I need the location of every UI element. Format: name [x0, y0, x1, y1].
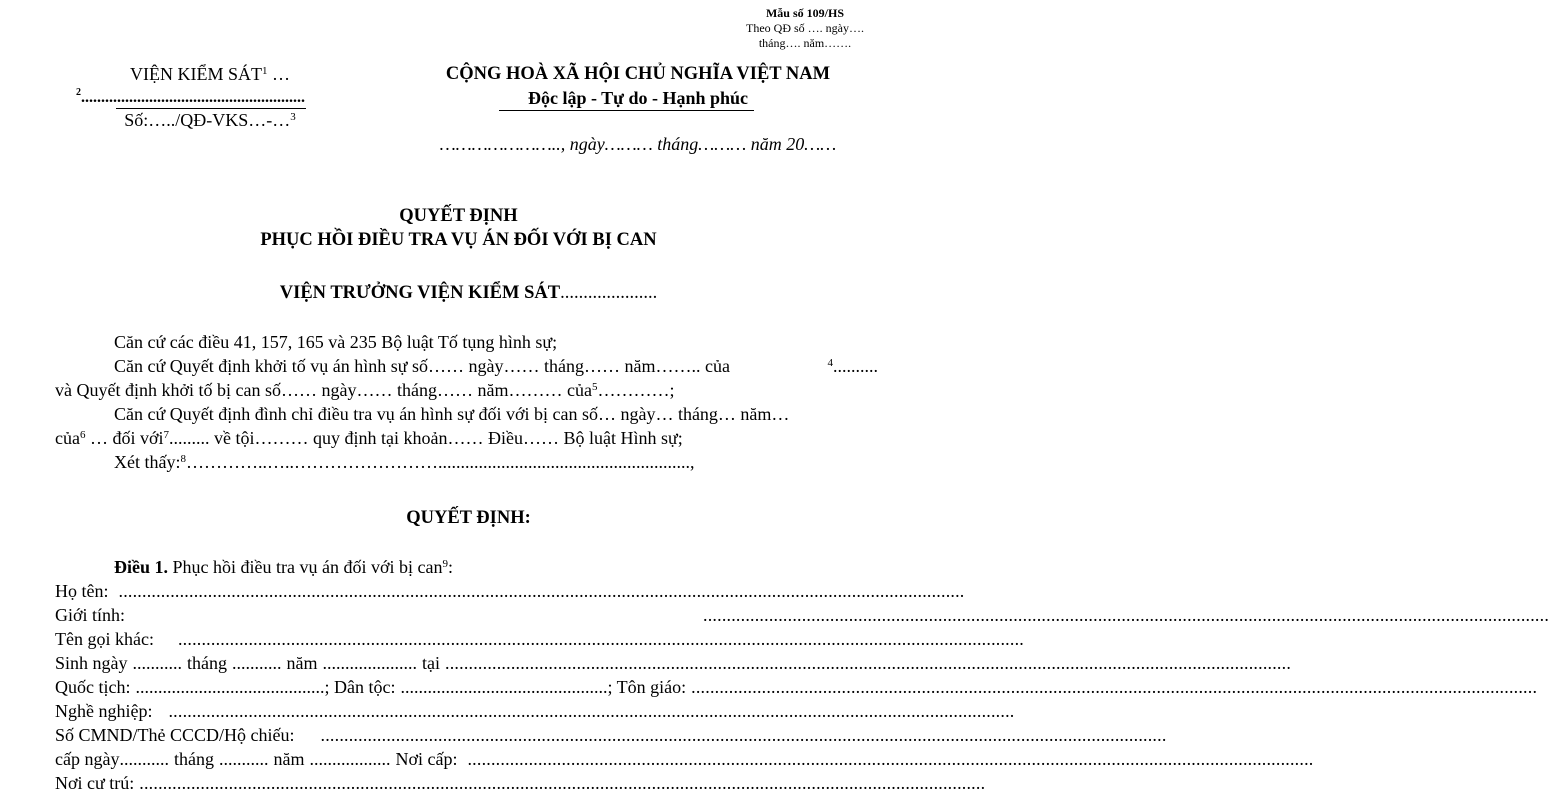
article-1-colon: :	[447, 557, 453, 577]
basis-2-end: …………;	[597, 380, 675, 400]
form-ref-line-2: tháng…. năm…….	[758, 36, 852, 50]
place-date-line: ………………….., ngày……… tháng……… năm 20……	[439, 134, 837, 154]
footnote-ref-4: 4	[827, 357, 833, 369]
header-divider-right	[499, 110, 754, 111]
basis-paragraph-1: Căn cứ các điều 41, 157, 165 và 235 Bộ luật Tố tụng hình sự;	[114, 332, 558, 352]
occupation-label: Nghề nghiệp:	[55, 701, 153, 721]
footnote-ref-6: 6	[79, 429, 86, 441]
basis-2-dots: ..........	[833, 356, 878, 376]
basis-paragraph-2-line-2	[55, 380, 674, 401]
basis-paragraph-3-line-2	[55, 428, 683, 449]
field-birth	[55, 653, 1292, 677]
agency-label: VIỆN KIỂM SÁT	[130, 64, 262, 84]
issue-day-blank[interactable]: ...........	[119, 749, 169, 769]
alias-blank[interactable]: ....................................................................................................................................................................................	[177, 629, 1024, 649]
birth-place-blank[interactable]: ....................................................................................................................................................................................	[445, 653, 1292, 673]
basis-3-text: ......... về tội……… quy định tại khoản…… Điều…… Bộ luật Hình sự;	[169, 428, 683, 448]
form-ref-line-1: Theo QĐ số …. ngày….	[746, 21, 864, 35]
nation-title: CỘNG HOÀ XÃ HỘI CHỦ NGHĨA VIỆT NAM	[445, 64, 831, 84]
field-occupation	[55, 701, 1015, 725]
religion-label: ; Tôn giáo:	[607, 677, 687, 697]
footnote-ref-7: 7	[163, 429, 170, 441]
id-number-label: Số CMND/Thẻ CCCD/Hộ chiếu:	[55, 725, 295, 745]
issue-year-blank[interactable]: ..................	[309, 749, 391, 769]
footnote-ref-9: 9	[442, 558, 448, 570]
footnote-ref-1: 1	[262, 65, 268, 77]
issue-year-label: năm	[273, 749, 305, 769]
agency-sub-line	[76, 89, 305, 107]
document-title: QUYẾT ĐỊNH	[399, 206, 518, 226]
form-number-block	[705, 6, 905, 51]
field-id-issue	[55, 749, 1314, 773]
id-number-blank[interactable]: ....................................................................................................................................................................................	[320, 725, 1167, 745]
footnote-ref-8: 8	[180, 453, 186, 465]
field-alias	[55, 629, 1024, 653]
birth-place-label: tại	[422, 653, 441, 673]
issuer-label: VIỆN TRƯỞNG VIỆN KIỂM SÁT	[279, 283, 561, 303]
basis-3-of: của	[55, 428, 80, 448]
header-divider-left	[116, 108, 306, 109]
footnote-ref-3: 3	[290, 111, 296, 123]
issue-place-label: Nơi cấp:	[395, 749, 458, 769]
consideration-label: Xét thấy:	[114, 452, 181, 472]
ethnicity-blank[interactable]: ..............................................	[400, 677, 608, 697]
basis-paragraph-2-line-1	[114, 356, 878, 377]
issue-day-label: cấp ngày	[55, 749, 120, 769]
birth-month-blank[interactable]: ...........	[232, 653, 282, 673]
basis-3-against: … đối với	[85, 428, 164, 448]
consideration-dots: …………..…..……………………........................................................,	[185, 452, 695, 472]
issue-month-blank[interactable]: ...........	[218, 749, 269, 769]
field-id-number	[55, 725, 1167, 749]
issue-place-blank[interactable]: ....................................................................................................................................................................................	[467, 749, 1314, 769]
decision-heading: QUYẾT ĐỊNH:	[406, 508, 531, 528]
religion-blank[interactable]: ....................................................................................................................................................................................	[691, 677, 1538, 697]
field-residence	[55, 773, 986, 797]
basis-2-text-cont: và Quyết định khởi tố bị can số…… ngày…… tháng…… năm……… của	[55, 380, 592, 400]
decision-number-text: Số:…../QĐ-VKS…-…	[124, 110, 291, 130]
article-1-label: Điều 1.	[114, 557, 168, 577]
consideration-paragraph	[114, 452, 694, 473]
agency-name	[60, 64, 360, 85]
full-name-blank[interactable]: ....................................................................................................................................................................................	[118, 581, 965, 601]
article-1	[114, 557, 453, 578]
basis-2-text: Căn cứ Quyết định khởi tố vụ án hình sự số…… ngày…… tháng…… năm…….. của	[114, 356, 730, 376]
residence-label: Nơi cư trú:	[55, 773, 135, 793]
full-name-label: Họ tên:	[55, 581, 109, 601]
gender-blank[interactable]: ....................................................................................................................................................................................	[703, 605, 1549, 625]
footnote-ref-2: 2	[76, 87, 81, 98]
alias-label: Tên gọi khác:	[55, 629, 154, 649]
issue-month-label: tháng	[173, 749, 214, 769]
decision-number	[60, 110, 360, 131]
form-code: Mẫu số 109/HS	[765, 6, 844, 20]
agency-sub-dots: ........................................................	[81, 89, 305, 106]
issuer-title	[0, 283, 937, 304]
gender-label: Giới tính:	[55, 605, 126, 625]
birth-day-blank[interactable]: ...........	[132, 653, 183, 673]
nationality-blank[interactable]: ..........................................	[135, 677, 325, 697]
agency-tail: …	[267, 64, 290, 84]
nation-motto: Độc lập - Tự do - Hạnh phúc	[527, 88, 749, 108]
occupation-blank[interactable]: ....................................................................................................................................................................................	[168, 701, 1015, 721]
field-gender	[55, 605, 1549, 629]
birth-year-blank[interactable]: .....................	[322, 653, 418, 673]
field-full-name	[55, 581, 965, 605]
ethnicity-label: ; Dân tộc:	[324, 677, 396, 697]
birth-day-label: Sinh ngày	[55, 653, 128, 673]
residence-blank[interactable]: ....................................................................................................................................................................................	[139, 773, 986, 793]
birth-month-label: tháng	[187, 653, 228, 673]
basis-paragraph-3-line-1: Căn cứ Quyết định đình chỉ điều tra vụ án hình sự đối với bị can số… ngày… tháng… năm…	[114, 404, 790, 424]
article-1-text: Phục hồi điều tra vụ án đối với bị can	[168, 557, 443, 577]
nationality-label: Quốc tịch:	[55, 677, 131, 697]
field-nationality	[55, 677, 1538, 701]
document-subtitle: PHỤC HỒI ĐIỀU TRA VỤ ÁN ĐỐI VỚI BỊ CAN	[260, 230, 657, 250]
footnote-ref-5: 5	[591, 381, 598, 393]
birth-year-label: năm	[286, 653, 318, 673]
issuer-dots: .....................	[560, 283, 658, 303]
